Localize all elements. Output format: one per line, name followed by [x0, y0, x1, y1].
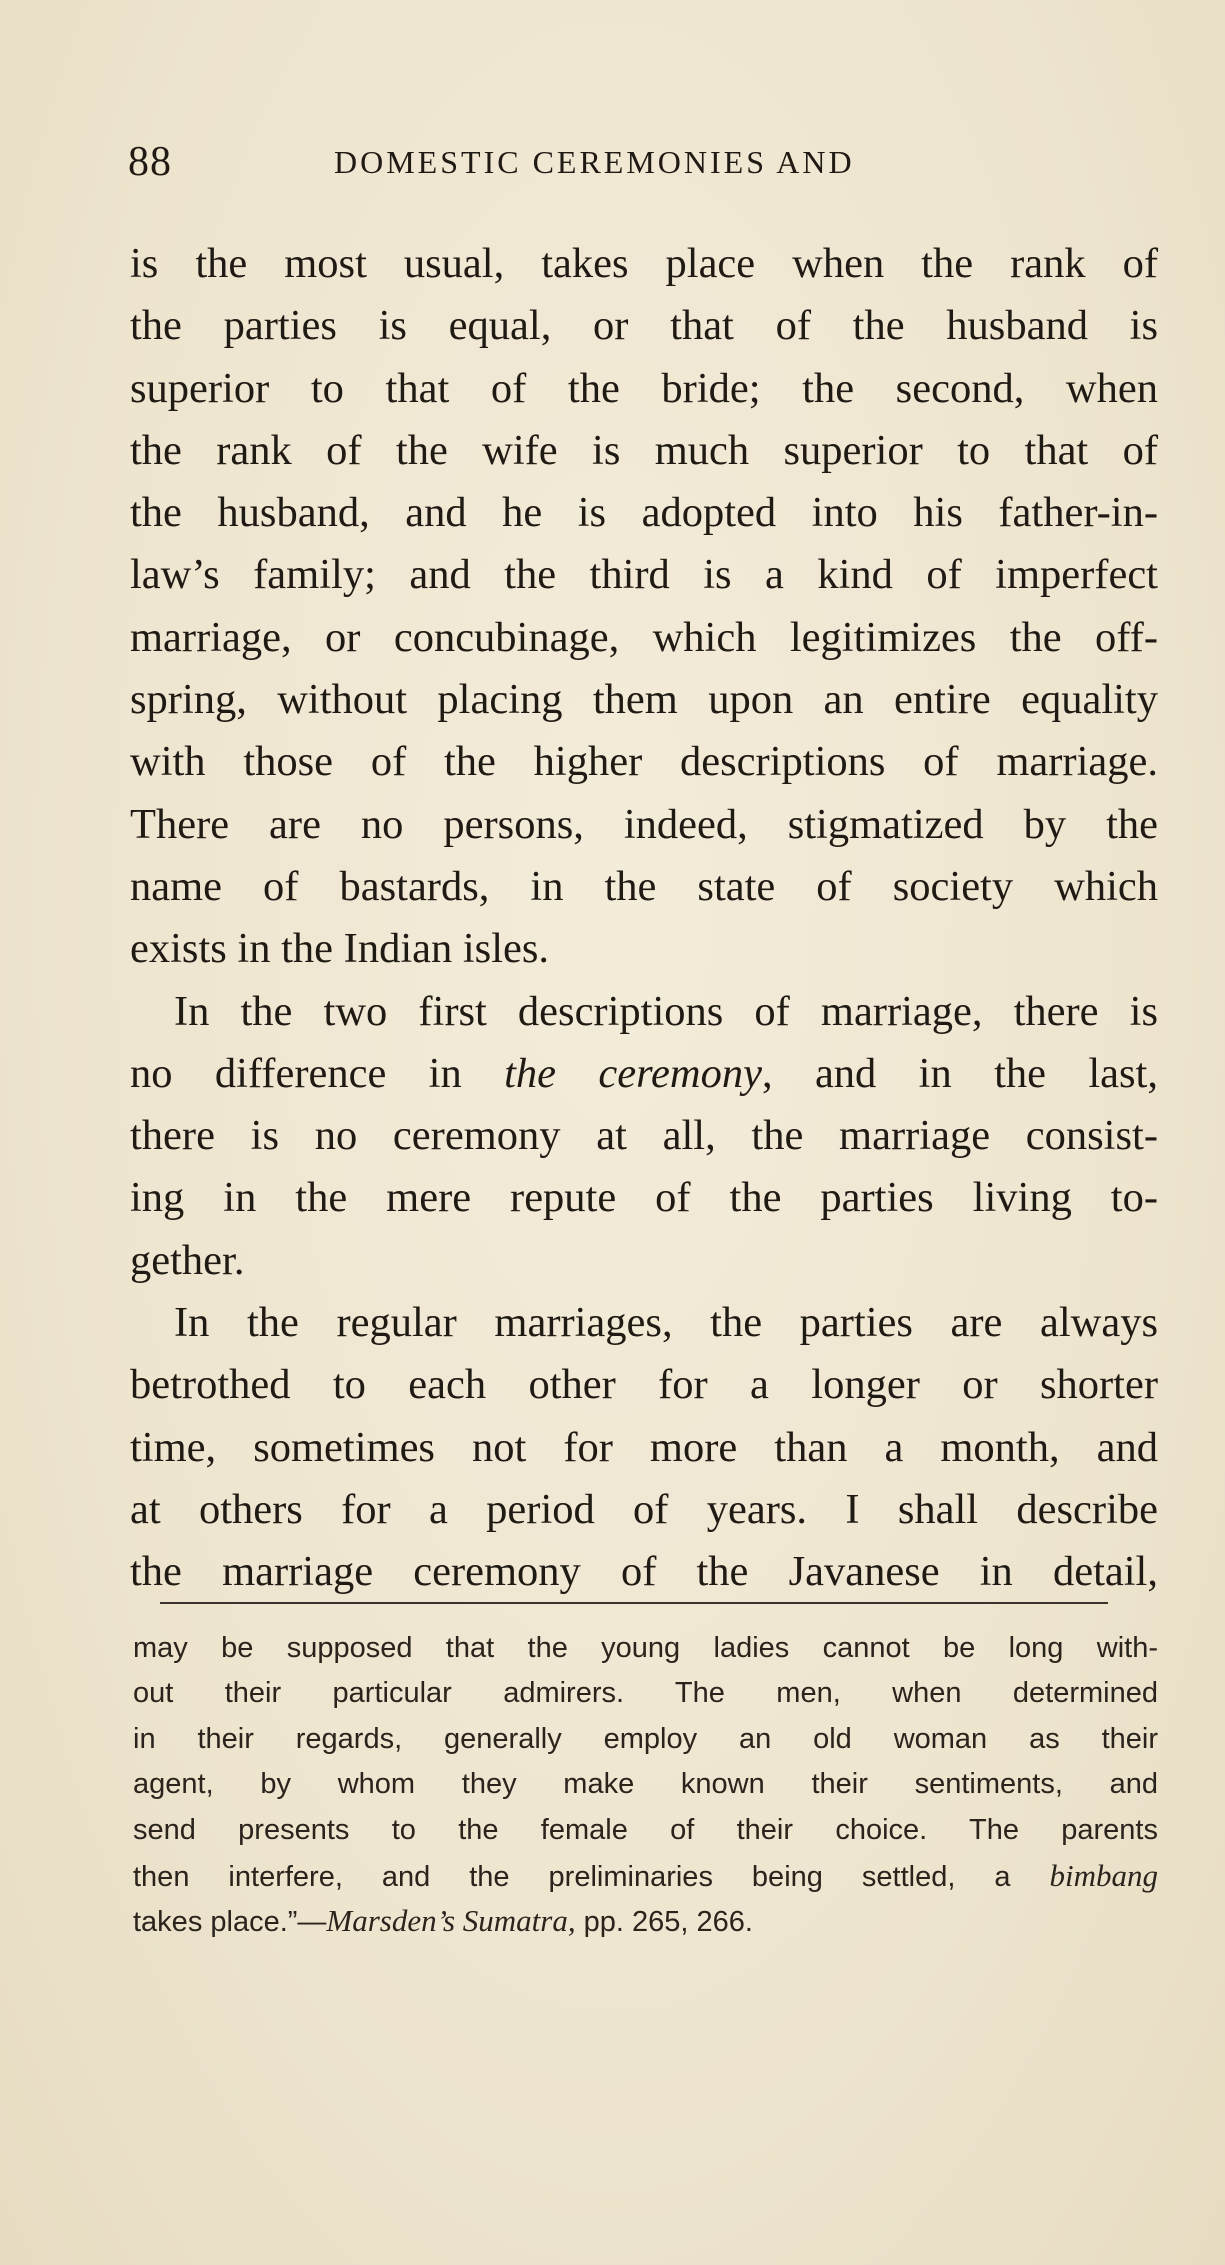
running-head [128, 138, 1128, 188]
text-line: the rank of the wife is much superior to that of [130, 426, 1158, 474]
footnote-line: in their regards, generally employ an old woman as their [133, 1722, 1158, 1755]
text-line: law’s family; and the third is a kind of imperfect [130, 551, 1158, 599]
footnote [133, 1626, 1158, 1944]
text-line: the marriage ceremony of the Javanese in detail, [130, 1548, 1158, 1596]
italic-phrase: the ceremony [504, 1049, 762, 1097]
page-number: 88 [128, 139, 172, 185]
footnote-line: out their particular admirers. The men, when determined [133, 1677, 1158, 1710]
text-span: , and in the last, [761, 1049, 1158, 1097]
text-span: then interfere, and the preliminaries being settled, a [133, 1860, 1050, 1893]
text-line: superior to that of the bride; the second, when [130, 364, 1158, 412]
footnote-line: agent, by whom they make known their sentiments, and [133, 1768, 1158, 1801]
text-line: name of bastards, in the state of society which [130, 862, 1158, 910]
text-line: ing in the mere repute of the parties living to- [130, 1174, 1158, 1222]
text-line: In the regular marriages, the parties are always [174, 1299, 1158, 1347]
body-text [130, 233, 1158, 1604]
text-line: spring, without placing them upon an entire equality [130, 676, 1158, 724]
text-line: time, sometimes not for more than a month, and [130, 1423, 1158, 1471]
citation-title: Marsden’s Sumatra, [326, 1903, 576, 1939]
text-span: no difference in [130, 1049, 505, 1097]
italic-term: bimbang [1049, 1857, 1158, 1893]
text-line: gether. [130, 1236, 245, 1284]
text-line: betrothed to each other for a longer or shorter [130, 1361, 1158, 1409]
footnote-line: may be supposed that the young ladies cannot be long with- [133, 1632, 1158, 1664]
footnote-line [133, 1853, 1158, 1898]
text-line: In the two first descriptions of marriage, there is [174, 987, 1158, 1035]
running-title: DOMESTIC CEREMONIES AND [334, 144, 855, 180]
text-line [130, 1043, 1158, 1105]
text-line: There are no persons, indeed, stigmatized by the [130, 800, 1158, 848]
text-line: marriage, or concubinage, which legitimizes the off- [130, 613, 1158, 661]
footnote-line: send presents to the female of their choice. The parents [133, 1813, 1158, 1846]
footnote-rule [160, 1602, 1108, 1604]
text-span: pp. 265, 266. [575, 1906, 753, 1939]
text-line: is the most usual, takes place when the rank of [130, 240, 1158, 287]
text-span: takes place.”— [133, 1906, 327, 1939]
text-line: with those of the higher descriptions of marriage. [130, 738, 1158, 786]
text-line: exists in the Indian isles. [130, 925, 550, 973]
footnote-line [133, 1898, 1158, 1943]
text-line: at others for a period of years. I shall describe [130, 1485, 1158, 1533]
text-line: the parties is equal, or that of the husband is [130, 302, 1158, 350]
text-line: the husband, and he is adopted into his father-in- [130, 489, 1158, 537]
text-line: there is no ceremony at all, the marriage consist- [130, 1112, 1158, 1160]
